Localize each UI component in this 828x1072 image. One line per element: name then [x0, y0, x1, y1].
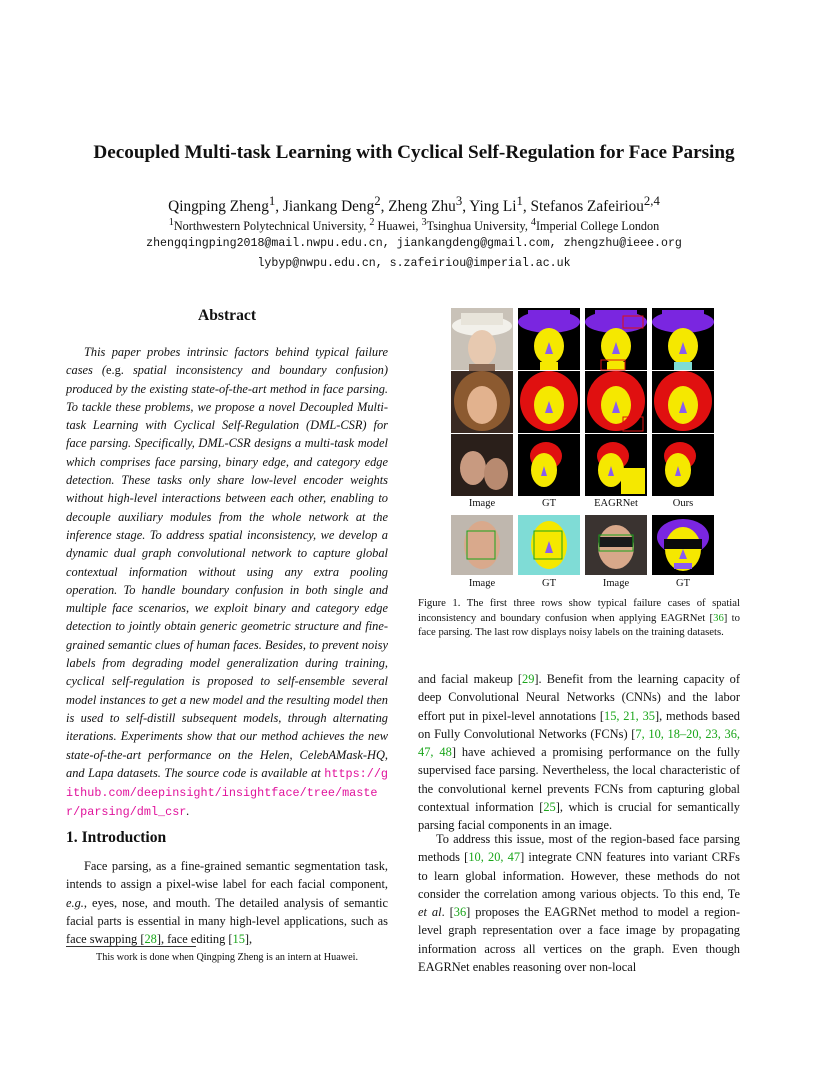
fig-label-gt: GT — [676, 578, 690, 589]
fig-row-4 — [451, 515, 714, 575]
fig-label-gt: GT — [542, 498, 556, 509]
right-paragraph-2: To address this issue, most of the region-based face parsing methods [10, 20, 47] integrate CNN features into variant CRFs to learn global information. However, these methods do not consider the correlation among various objects. To this end, Te et al. [36] proposes the EAGRNet method to model a region-level graph representation over a face image by propagating information across all vertices on the graph. Even though EAGRNet enables reasoning over non-local — [418, 832, 740, 975]
citation-link[interactable]: 36 — [713, 611, 724, 624]
citation-link[interactable]: 15 — [232, 932, 245, 947]
figure-1 — [446, 303, 726, 603]
abstract-body: This paper probes intrinsic factors behind typical failure cases (e.g. spatial inconsistency and boundary confusion) produced by the existing state-of-the-art method in face parsing. To tackle these problems, we propose a novel Decoupled Multi-task Learning with Cyclical Self-Regulation (DML-CSR) for face parsing. Specifically, DML-CSR designs a multi-task model which comprises face parsing, binary edge, and category edge detection. These tasks only share low-level encoder weights without high-level interactions between each other, enabling to decouple auxiliary modules from the whole network at the inference stage. To address spatial inconsistency, we develop a dynamic dual graph convolutional network to capture global contextual information without using any extra pooling operation. To handle boundary confusion in both single and multiple face scenarios, we exploit binary and category edge detection to jointly obtain generic geometric structure and fine-grained semantic clues of human faces. Besides, to prevent noisy labels from degrading model generalization during training, cyclical self-regulation is proposed to self-ensemble several model instances to get a new model and the resulting model then is used to self-distill subsequent models, through alternating iterations. Experiments show that our method achieves the new state-of-the-art performance on the Helen, CelebAMask-HQ, and Lapa datasets. The source code is available at https://github.com/deepinsight/insightface/tree/master/parsing/dml_csr. — [66, 345, 388, 820]
affiliations: $^1$Northwestern Polytechnical University, $^2$ Huawei, $^3$Tsinghua University, $^4$Imperial College London — [168, 217, 660, 234]
citation-link[interactable]: 7, 10, 18–20, 23, 36, 47, 48 — [418, 726, 740, 760]
author-5: Stefanos Zafeiriou$^{2,4}$ — [530, 194, 660, 216]
fig-ours-mask — [652, 434, 714, 496]
citation-link[interactable]: 36 — [453, 905, 467, 920]
figure-caption: Figure 1. The first three rows show typical failure cases of spatial inconsistency and boundary confusion when applying EAGRNet [36] to face parsing. The last row displays noisy labels on the training datasets. — [418, 597, 740, 639]
fig-label-gt: GT — [542, 578, 556, 589]
fig-row-2 — [451, 371, 714, 433]
abstract-heading: Abstract — [197, 307, 257, 324]
fig-ours-mask — [652, 371, 714, 433]
fig-gt-mask — [518, 515, 580, 575]
author-1: Qingping Zheng$^1$, — [168, 194, 283, 216]
paper-title: Decoupled Multi-task Learning with Cyclical Self-Regulation for Face Parsing — [93, 142, 735, 163]
emails-line-2: lybyp@nwpu.edu.cn, s.zafeiriou@imperial.ac.uk — [257, 257, 571, 270]
fig-image-face — [585, 515, 647, 575]
fig-gt-mask — [518, 434, 580, 496]
fig-label-eagrnet: EAGRNet — [594, 498, 638, 509]
citation-link[interactable]: 15, 21, 35 — [604, 708, 655, 723]
author-3: Zheng Zhu$^3$, — [388, 194, 470, 216]
citation-link[interactable]: 25 — [543, 800, 556, 815]
citation-link[interactable]: 28 — [144, 932, 157, 947]
author-2: Jiankang Deng$^2$, — [282, 194, 389, 216]
fig-label-ours: Ours — [672, 498, 694, 509]
citation-link[interactable]: 10, 20, 47 — [468, 850, 521, 865]
fig-label-image: Image — [468, 578, 496, 589]
footnote-rule — [66, 946, 196, 947]
fig-image-face — [451, 515, 513, 575]
fig-gt-mask — [518, 371, 580, 433]
source-code-link[interactable]: https://github.com/deepinsight/insightface/tree/master/parsing/dml_csr — [66, 766, 388, 820]
fig-ours-mask — [652, 308, 714, 370]
fig-eagrnet-mask — [585, 308, 647, 370]
author-list — [0, 194, 828, 216]
footnote: This work is done when Qingping Zheng is an intern at Huawei. — [96, 952, 358, 963]
fig-label-image: Image — [468, 498, 496, 509]
fig-row-1 — [451, 308, 714, 372]
author-4: Ying Li$^1$, — [469, 194, 531, 216]
fig-eagrnet-mask — [585, 434, 647, 496]
fig-image-face — [451, 434, 513, 496]
fig-image-face — [451, 371, 513, 433]
emails-line-1: zhengqingping2018@mail.nwpu.edu.cn, jiankangdeng@gmail.com, zhengzhu@ieee.org — [146, 237, 682, 250]
fig-gt-mask — [652, 515, 714, 575]
right-paragraph-1: and facial makeup [29]. Benefit from the learning capacity of deep Convolutional Neural Networks (CNNs) and the labor effort put in pixel-level annotations [15, 21, 35], methods based on Fully Convolutional Networks (FCNs) [7, 10, 18–20, 23, 36, 47, 48] have achieved a promising performance on the fully supervised face parsing. Nevertheless, the local characteristic of the convolutional kernel prevents FCNs from capturing global contextual information [25], which is crucial for semantically parsing facial components in an image. — [418, 672, 741, 833]
fig-row-3 — [451, 434, 714, 496]
fig-eagrnet-mask — [585, 371, 647, 433]
intro-paragraph: Face parsing, as a fine-grained semantic segmentation task, intends to assign a pixel-wise label for each facial component, e.g., eyes, nose, and mouth. The detailed analysis of semantic facial parts is essential in many high-level applications, such as face swapping [28], face editing [15], — [66, 859, 388, 947]
fig-image-face — [451, 308, 513, 372]
citation-link[interactable]: 29 — [522, 672, 535, 686]
intro-heading: 1. Introduction — [66, 829, 167, 846]
fig-label-image: Image — [602, 578, 630, 589]
fig-gt-mask — [518, 308, 580, 370]
